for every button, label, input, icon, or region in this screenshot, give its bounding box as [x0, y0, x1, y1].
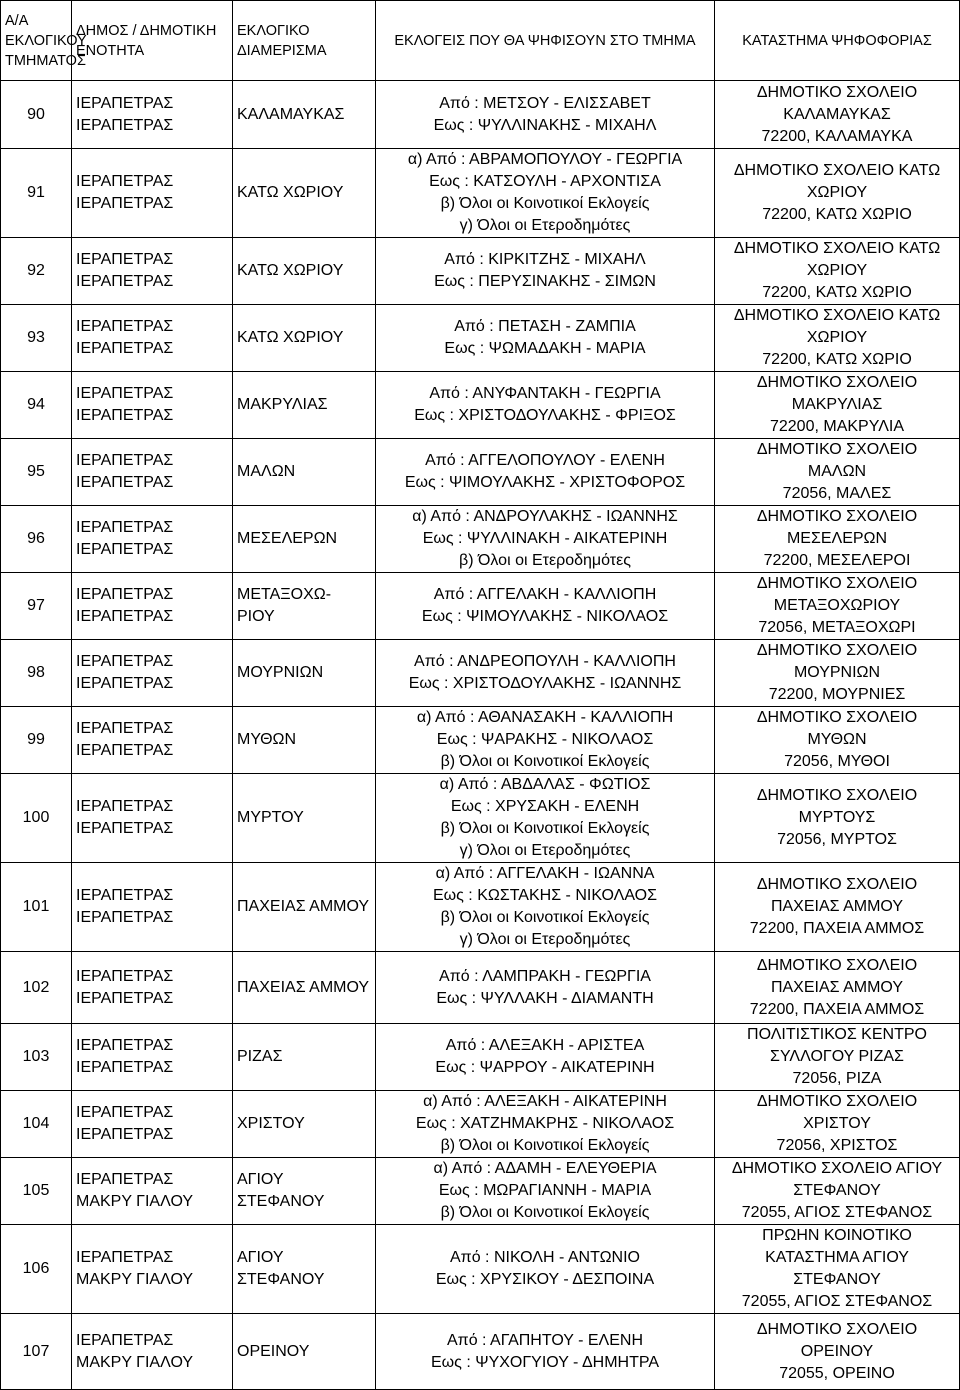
voters-line: Εως : ΧΡΙΣΤΟΔΟΥΛΑΚΗΣ - ΦΡΙΞΟΣ: [414, 407, 676, 424]
section-number: 103: [22, 1048, 50, 1065]
municipality-name: ΙΕΡΑΠΕΤΡΑΣ: [76, 1037, 174, 1054]
section-number-cell: [1, 238, 72, 305]
polling-station-cell: [715, 81, 960, 149]
municipal-unit-name: ΙΕΡΑΠΕΤΡΑΣ: [76, 116, 174, 134]
polling-station-line: 72056, ΧΡΙΣΤΟΣ: [776, 1137, 898, 1154]
district-name: ΜΕΤΑΞΟΧΩ- ΡΙΟΥ: [237, 586, 332, 625]
section-number: 93: [27, 329, 45, 346]
district-cell: [233, 1314, 376, 1390]
section-number-cell: [1, 640, 72, 707]
district-cell: [233, 506, 376, 573]
voters-cell: [376, 1091, 715, 1158]
polling-station-line: ΔΗΜΟΤΙΚΟ ΣΧΟΛΕΙΟ: [756, 787, 918, 804]
polling-station-line: 72200, ΚΑΤΩ ΧΩΡΙΟ: [762, 206, 912, 223]
section-number-cell: [1, 1158, 72, 1225]
polling-station-line: 72200, ΠΑΧΕΙΑ ΑΜΜΟΣ: [749, 1000, 925, 1018]
voters-cell: [376, 149, 715, 238]
voters-line: α) Από : ΑΓΓΕΛΑΚΗ - ΙΩΑΝΝΑ: [435, 865, 655, 882]
municipality-name: ΙΕΡΑΠΕΤΡΑΣ: [76, 94, 174, 112]
municipality-name: ΙΕΡΑΠΕΤΡΑΣ: [76, 173, 174, 190]
polling-station-line: ΚΑΤΑΣΤΗΜΑ ΑΓΙΟΥ: [765, 1249, 909, 1266]
district-name: ΠΑΧΕΙΑΣ ΑΜΜΟΥ: [237, 898, 370, 915]
table-row: [1, 1158, 960, 1225]
polling-station-line: ΠΟΛΙΤΙΣΤΙΚΟΣ ΚΕΝΤΡΟ: [747, 1026, 927, 1043]
municipal-unit-name: ΜΑΚΡΥ ΓΙΑΛΟΥ: [76, 1271, 194, 1288]
voters-line: Από : ΑΓΓΕΛΟΠΟΥΛΟΥ - ΕΛΕΝΗ: [425, 452, 665, 469]
polling-station-cell: [715, 1024, 960, 1091]
voters-line: Εως : ΨΑΡΡΟΥ - ΑΙΚΑΤΕΡΙΝΗ: [435, 1059, 655, 1076]
municipal-unit-name: ΙΕΡΑΠΕΤΡΑΣ: [76, 407, 174, 424]
district-name: ΚΑΤΩ ΧΩΡΙΟΥ: [237, 184, 344, 201]
table-row: [1, 81, 960, 149]
municipal-unit-name: ΙΕΡΑΠΕΤΡΑΣ: [76, 820, 174, 837]
voters-line: α) Από : ΑΒΡΑΜΟΠΟΥΛΟΥ - ΓΕΩΡΓΙΑ: [407, 151, 683, 168]
voters-cell: [376, 1314, 715, 1390]
district-cell: [233, 238, 376, 305]
district-cell: [233, 863, 376, 952]
polling-station-line: ΠΑΧΕΙΑΣ ΑΜΜΟΥ: [770, 898, 904, 915]
section-number: 101: [22, 898, 50, 915]
polling-station-line: ΔΗΜΟΤΙΚΟ ΣΧΟΛΕΙΟ ΚΑΤΩ: [733, 240, 941, 257]
voters-line: Εως : ΚΑΤΣΟΥΛΗ - ΑΡΧΟΝΤΙΣΑ: [429, 173, 661, 190]
polling-station-line: 72056, ΡΙΖΑ: [792, 1070, 882, 1087]
voters-line: β) Όλοι οι Κοινοτικοί Εκλογείς: [440, 195, 650, 212]
polling-station-line: ΔΗΜΟΤΙΚΟ ΣΧΟΛΕΙΟ: [756, 1093, 918, 1110]
municipality-name: ΙΕΡΑΠΕΤΡΑΣ: [76, 967, 174, 985]
district-cell: [233, 305, 376, 372]
polling-station-line: ΔΗΜΟΤΙΚΟ ΣΧΟΛΕΙΟ: [756, 876, 918, 893]
polling-station-line: ΜΥΡΤΟΥΣ: [798, 809, 876, 826]
voters-line: Από : ΑΓΑΠΗΤΟΥ - ΕΛΕΝΗ: [446, 1331, 643, 1349]
section-number: 100: [22, 809, 50, 826]
voters-cell: [376, 573, 715, 640]
municipal-unit-name: ΙΕΡΑΠΕΤΡΑΣ: [76, 989, 174, 1007]
polling-station-line: 72200, ΚΑΛΑΜΑΥΚΑ: [761, 127, 913, 145]
municipality-name: ΙΕΡΑΠΕΤΡΑΣ: [76, 1331, 174, 1349]
municipality-cell: [72, 81, 233, 149]
district-name: ΜΑΚΡΥΛΙΑΣ: [237, 396, 328, 413]
polling-station-line: ΣΥΛΛΟΓΟΥ ΡΙΖΑΣ: [770, 1048, 904, 1065]
polling-station-cell: [715, 149, 960, 238]
polling-station-cell: [715, 372, 960, 439]
polling-station-cell: [715, 640, 960, 707]
voters-line: α) Από : ΑΒΔΑΛΑΣ - ΦΩΤΙΟΣ: [439, 776, 651, 793]
voters-line: α) Από : ΑΛΕΞΑΚΗ - ΑΙΚΑΤΕΡΙΝΗ: [423, 1093, 667, 1110]
municipality-name: ΙΕΡΑΠΕΤΡΑΣ: [76, 318, 174, 335]
polling-station-line: ΜΕΤΑΞΟΧΩΡΙΟΥ: [773, 597, 901, 614]
polling-station-line: ΔΗΜΟΤΙΚΟ ΣΧΟΛΕΙΟ: [756, 956, 918, 974]
section-number-cell: [1, 573, 72, 640]
polling-station-line: ΚΑΛΑΜΑΥΚΑΣ: [783, 105, 891, 123]
district-cell: [233, 1158, 376, 1225]
voters-line: Εως : ΨΑΡΑΚΗΣ - ΝΙΚΟΛΑΟΣ: [436, 731, 654, 748]
table-row: [1, 149, 960, 238]
municipality-name: ΙΕΡΑΠΕΤΡΑΣ: [76, 452, 174, 469]
district-cell: [233, 707, 376, 774]
voters-cell: [376, 952, 715, 1024]
district-cell: [233, 439, 376, 506]
voters-line: Εως : ΧΡΥΣΙΚΟΥ - ΔΕΣΠΟΙΝΑ: [435, 1271, 655, 1288]
polling-station-line: 72200, ΜΕΣΕΛΕΡΟΙ: [763, 552, 911, 569]
district-cell: [233, 952, 376, 1024]
municipality-name: ΙΕΡΑΠΕΤΡΑΣ: [76, 385, 174, 402]
voters-line: β) Όλοι οι Κοινοτικοί Εκλογείς: [440, 820, 650, 837]
municipality-cell: [72, 774, 233, 863]
municipal-unit-name: ΙΕΡΑΠΕΤΡΑΣ: [76, 541, 174, 558]
voters-line: Από : ΑΝΥΦΑΝΤΑΚΗ - ΓΕΩΡΓΙΑ: [429, 385, 661, 402]
table-row: [1, 439, 960, 506]
polling-station-line: ΔΗΜΟΤΙΚΟ ΣΧΟΛΕΙΟ: [756, 83, 918, 101]
header-section-number: Α/Α ΕΚΛΟΓΙΚΟΥ ΤΜΗΜΑΤΟΣ: [1, 1, 72, 81]
polling-station-line: ΜΥΘΩΝ: [807, 731, 867, 748]
polling-station-cell: [715, 952, 960, 1024]
table-row: [1, 372, 960, 439]
district-name: ΜΕΣΕΛΕΡΩΝ: [237, 530, 338, 547]
district-cell: [233, 573, 376, 640]
voters-cell: [376, 707, 715, 774]
polling-station-cell: [715, 863, 960, 952]
voters-line: Από : ΜΕΤΣΟΥ - ΕΛΙΣΣΑΒΕΤ: [439, 94, 651, 112]
district-cell: [233, 81, 376, 149]
polling-station-line: ΜΟΥΡΝΙΩΝ: [793, 664, 881, 681]
header-voters: ΕΚΛΟΓΕΙΣ ΠΟΥ ΘΑ ΨΗΦΙΣΟΥΝ ΣΤΟ ΤΜΗΜΑ: [376, 1, 715, 81]
voters-line: β) Όλοι οι Κοινοτικοί Εκλογείς: [440, 1204, 650, 1221]
section-number-cell: [1, 1091, 72, 1158]
table-body: [1, 81, 960, 1390]
polling-station-line: ΣΤΕΦΑΝΟΥ: [793, 1182, 881, 1199]
voters-line: Εως : ΨΙΜΟΥΛΑΚΗΣ - ΧΡΙΣΤΟΦΟΡΟΣ: [404, 474, 686, 491]
municipality-cell: [72, 1158, 233, 1225]
municipality-name: ΙΕΡΑΠΕΤΡΑΣ: [76, 519, 174, 536]
polling-station-line: ΜΑΛΩΝ: [807, 463, 867, 480]
section-number-cell: [1, 774, 72, 863]
municipality-cell: [72, 640, 233, 707]
section-number-cell: [1, 1024, 72, 1091]
voters-cell: [376, 305, 715, 372]
voters-line: Από : ΝΙΚΟΛΗ - ΑΝΤΩΝΙΟ: [450, 1249, 640, 1266]
voters-line: Από : ΛΑΜΠΡΑΚΗ - ΓΕΩΡΓΙΑ: [439, 967, 651, 985]
section-number: 98: [27, 664, 45, 681]
voters-line: γ) Όλοι οι Ετεροδημότες: [459, 931, 631, 948]
table-row: [1, 573, 960, 640]
municipal-unit-name: ΜΑΚΡΥ ΓΙΑΛΟΥ: [76, 1193, 194, 1210]
section-number: 97: [27, 597, 45, 614]
voters-line: Εως : ΧΡΥΣΑΚΗ - ΕΛΕΝΗ: [450, 798, 640, 815]
polling-station-line: 72056, ΜΕΤΑΞΟΧΩΡΙ: [758, 619, 916, 636]
district-name: ΜΥΡΤΟΥ: [237, 809, 304, 826]
municipality-name: ΙΕΡΑΠΕΤΡΑΣ: [76, 653, 174, 670]
district-name: ΜΑΛΩΝ: [237, 463, 296, 480]
municipal-unit-name: ΙΕΡΑΠΕΤΡΑΣ: [76, 195, 174, 212]
polling-station-cell: [715, 1314, 960, 1390]
section-number: 90: [27, 105, 45, 123]
voters-line: γ) Όλοι οι Ετεροδημότες: [459, 842, 631, 859]
polling-station-line: 72200, ΠΑΧΕΙΑ ΑΜΜΟΣ: [749, 920, 925, 937]
polling-station-line: 72056, ΜΥΡΤΟΣ: [777, 831, 897, 848]
voters-line: Από : ΑΛΕΞΑΚΗ - ΑΡΙΣΤΕΑ: [445, 1037, 645, 1054]
municipality-name: ΙΕΡΑΠΕΤΡΑΣ: [76, 1104, 174, 1121]
section-number-cell: [1, 707, 72, 774]
municipal-unit-name: ΙΕΡΑΠΕΤΡΑΣ: [76, 909, 174, 926]
section-number: 99: [27, 731, 45, 748]
table-row: [1, 640, 960, 707]
polling-station-line: ΠΡΩΗΝ ΚΟΙΝΟΤΙΚΟ: [762, 1227, 912, 1244]
district-cell: [233, 640, 376, 707]
district-cell: [233, 1024, 376, 1091]
voters-line: β) Όλοι οι Κοινοτικοί Εκλογείς: [440, 909, 650, 926]
voters-line: Εως : ΨΥΛΛΙΝΑΚΗ - ΑΙΚΑΤΕΡΙΝΗ: [422, 530, 668, 547]
table-row: [1, 863, 960, 952]
polling-station-line: 72055, ΑΓΙΟΣ ΣΤΕΦΑΝΟΣ: [741, 1293, 933, 1310]
voters-line: Εως : ΨΥΧΟΓΥΙΟΥ - ΔΗΜΗΤΡΑ: [431, 1353, 659, 1371]
municipality-cell: [72, 1024, 233, 1091]
voters-line: Από : ΑΝΔΡΕΟΠΟΥΛΗ - ΚΑΛΛΙΟΠΗ: [414, 653, 676, 670]
voters-line: Εως : ΧΡΙΣΤΟΔΟΥΛΑΚΗΣ - ΙΩΑΝΝΗΣ: [408, 675, 682, 692]
table-row: [1, 774, 960, 863]
district-cell: [233, 1091, 376, 1158]
table-row: [1, 238, 960, 305]
polling-station-line: ΟΡΕΙΝΟΥ: [800, 1342, 874, 1360]
district-name: ΧΡΙΣΤΟΥ: [237, 1115, 305, 1132]
section-number-cell: [1, 439, 72, 506]
municipal-unit-name: ΙΕΡΑΠΕΤΡΑΣ: [76, 340, 174, 357]
section-number: 95: [27, 463, 45, 480]
voters-cell: [376, 372, 715, 439]
district-name: ΚΑΛΑΜΑΥΚΑΣ: [237, 105, 345, 123]
municipality-name: ΙΕΡΑΠΕΤΡΑΣ: [76, 586, 174, 603]
district-cell: [233, 1225, 376, 1314]
municipality-cell: [72, 305, 233, 372]
voters-cell: [376, 1158, 715, 1225]
municipality-cell: [72, 1314, 233, 1390]
polling-station-cell: [715, 573, 960, 640]
municipality-cell: [72, 149, 233, 238]
district-name: ΡΙΖΑΣ: [237, 1048, 283, 1065]
municipality-cell: [72, 863, 233, 952]
table-row: [1, 305, 960, 372]
polling-station-cell: [715, 707, 960, 774]
district-cell: [233, 372, 376, 439]
municipality-cell: [72, 1225, 233, 1314]
polling-station-cell: [715, 439, 960, 506]
municipal-unit-name: ΜΑΚΡΥ ΓΙΑΛΟΥ: [76, 1353, 194, 1371]
polling-station-line: 72055, ΟΡΕΙΝΟ: [779, 1364, 895, 1382]
polling-station-line: ΔΗΜΟΤΙΚΟ ΣΧΟΛΕΙΟ ΚΑΤΩ: [733, 162, 941, 179]
voters-line: Εως : ΧΑΤΖΗΜΑΚΡΗΣ - ΝΙΚΟΛΑΟΣ: [415, 1115, 675, 1132]
voters-cell: [376, 439, 715, 506]
voters-cell: [376, 640, 715, 707]
municipality-cell: [72, 573, 233, 640]
section-number-cell: [1, 372, 72, 439]
section-number-cell: [1, 149, 72, 238]
polling-station-line: ΔΗΜΟΤΙΚΟ ΣΧΟΛΕΙΟ: [756, 441, 918, 458]
municipal-unit-name: ΙΕΡΑΠΕΤΡΑΣ: [76, 608, 174, 625]
voters-line: Εως : ΨΥΛΛΑΚΗ - ΔΙΑΜΑΝΤΗ: [436, 989, 654, 1007]
polling-station-line: ΔΗΜΟΤΙΚΟ ΣΧΟΛΕΙΟ: [756, 508, 918, 525]
district-cell: [233, 774, 376, 863]
header-electoral-district: ΕΚΛΟΓΙΚΟ ΔΙΑΜΕΡΙΣΜΑ: [233, 1, 376, 81]
district-name: ΟΡΕΙΝΟΥ: [237, 1342, 310, 1360]
section-number-cell: [1, 81, 72, 149]
section-number: 92: [27, 262, 45, 279]
table-row: [1, 952, 960, 1024]
polling-station-line: ΜΑΚΡΥΛΙΑΣ: [791, 396, 883, 413]
polling-station-line: 72200, ΜΑΚΡΥΛΙΑ: [769, 418, 904, 435]
voters-cell: [376, 238, 715, 305]
district-name: ΚΑΤΩ ΧΩΡΙΟΥ: [237, 329, 344, 346]
municipality-cell: [72, 707, 233, 774]
voters-cell: [376, 774, 715, 863]
polling-station-line: ΣΤΕΦΑΝΟΥ: [793, 1271, 881, 1288]
polling-station-line: 72055, ΑΓΙΟΣ ΣΤΕΦΑΝΟΣ: [741, 1204, 933, 1221]
section-number: 104: [22, 1115, 50, 1132]
section-number: 102: [22, 978, 50, 996]
voters-line: Εως : ΠΕΡΥΣΙΝΑΚΗΣ - ΣΙΜΩΝ: [434, 273, 656, 290]
polling-station-line: 72200, ΚΑΤΩ ΧΩΡΙΟ: [762, 351, 912, 368]
voters-line: Από : ΚΙΡΚΙΤΖΗΣ - ΜΙΧΑΗΛ: [444, 251, 646, 268]
polling-station-line: 72056, ΜΥΘΟΙ: [784, 753, 890, 770]
voters-cell: [376, 863, 715, 952]
voters-cell: [376, 81, 715, 149]
polling-station-cell: [715, 1091, 960, 1158]
municipality-cell: [72, 952, 233, 1024]
polling-station-line: ΧΩΡΙΟΥ: [806, 262, 868, 279]
section-number: 94: [27, 396, 45, 413]
polling-station-line: 72200, ΜΟΥΡΝΙΕΣ: [768, 686, 906, 703]
voters-line: α) Από : ΑΝΔΡΟΥΛΑΚΗΣ - ΙΩΑΝΝΗΣ: [412, 508, 678, 525]
polling-station-cell: [715, 305, 960, 372]
municipal-unit-name: ΙΕΡΑΠΕΤΡΑΣ: [76, 273, 174, 290]
polling-station-line: ΔΗΜΟΤΙΚΟ ΣΧΟΛΕΙΟ: [756, 642, 918, 659]
voters-line: β) Όλοι οι Ετεροδημότες: [459, 552, 631, 569]
municipality-name: ΙΕΡΑΠΕΤΡΑΣ: [76, 887, 174, 904]
section-number: 106: [22, 1260, 50, 1277]
polling-station-line: ΧΩΡΙΟΥ: [806, 329, 868, 346]
voters-cell: [376, 1225, 715, 1314]
section-number-cell: [1, 1225, 72, 1314]
header-row: [1, 1, 960, 81]
district-name: ΑΓΙΟΥ ΣΤΕΦΑΝΟΥ: [237, 1249, 325, 1288]
district-name: ΑΓΙΟΥ ΣΤΕΦΑΝΟΥ: [237, 1171, 325, 1210]
voters-line: γ) Όλοι οι Ετεροδημότες: [459, 217, 631, 234]
voters-cell: [376, 1024, 715, 1091]
table-row: [1, 1024, 960, 1091]
voters-cell: [376, 506, 715, 573]
polling-station-line: ΠΑΧΕΙΑΣ ΑΜΜΟΥ: [770, 978, 904, 996]
voters-line: β) Όλοι οι Κοινοτικοί Εκλογείς: [440, 1137, 650, 1154]
voters-line: Εως : ΨΥΛΛΙΝΑΚΗΣ - ΜΙΧΑΗΛ: [433, 116, 657, 134]
municipal-unit-name: ΙΕΡΑΠΕΤΡΑΣ: [76, 474, 174, 491]
voters-line: Εως : ΨΩΜΑΔΑΚΗ - ΜΑΡΙΑ: [444, 340, 646, 357]
polling-station-cell: [715, 238, 960, 305]
municipality-cell: [72, 372, 233, 439]
section-number-cell: [1, 305, 72, 372]
polling-station-cell: [715, 1225, 960, 1314]
polling-station-line: ΧΡΙΣΤΟΥ: [803, 1115, 871, 1132]
header-polling-station: ΚΑΤΑΣΤΗΜΑ ΨΗΦΟΦΟΡΙΑΣ: [715, 1, 960, 81]
municipality-name: ΙΕΡΑΠΕΤΡΑΣ: [76, 251, 174, 268]
municipality-cell: [72, 439, 233, 506]
municipality-cell: [72, 1091, 233, 1158]
polling-station-line: 72200, ΚΑΤΩ ΧΩΡΙΟ: [762, 284, 912, 301]
municipal-unit-name: ΙΕΡΑΠΕΤΡΑΣ: [76, 742, 174, 759]
polling-station-line: ΧΩΡΙΟΥ: [806, 184, 868, 201]
voters-line: Από : ΑΓΓΕΛΑΚΗ - ΚΑΛΛΙΟΠΗ: [433, 586, 657, 603]
municipality-name: ΙΕΡΑΠΕΤΡΑΣ: [76, 1171, 174, 1188]
municipal-unit-name: ΙΕΡΑΠΕΤΡΑΣ: [76, 1059, 174, 1076]
section-number-cell: [1, 952, 72, 1024]
polling-station-cell: [715, 1158, 960, 1225]
district-cell: [233, 149, 376, 238]
table-row: [1, 1225, 960, 1314]
table-row: [1, 1314, 960, 1390]
polling-station-line: 72056, ΜΑΛΕΣ: [782, 485, 892, 502]
voters-line: α) Από : ΑΘΑΝΑΣΑΚΗ - ΚΑΛΛΙΟΠΗ: [416, 709, 674, 726]
section-number: 107: [22, 1342, 50, 1360]
municipal-unit-name: ΙΕΡΑΠΕΤΡΑΣ: [76, 1126, 174, 1143]
municipal-unit-name: ΙΕΡΑΠΕΤΡΑΣ: [76, 675, 174, 692]
voters-line: Εως : ΜΩΡΑΓΙΑΝΝΗ - ΜΑΡΙΑ: [438, 1182, 652, 1199]
voters-line: Εως : ΚΩΣΤΑΚΗΣ - ΝΙΚΟΛΑΟΣ: [432, 887, 658, 904]
polling-station-line: ΔΗΜΟΤΙΚΟ ΣΧΟΛΕΙΟ: [756, 575, 918, 592]
municipality-cell: [72, 238, 233, 305]
section-number-cell: [1, 506, 72, 573]
section-number: 91: [27, 184, 45, 201]
table-row: [1, 707, 960, 774]
district-name: ΚΑΤΩ ΧΩΡΙΟΥ: [237, 262, 344, 279]
table-row: [1, 1091, 960, 1158]
polling-station-cell: [715, 506, 960, 573]
district-name: ΠΑΧΕΙΑΣ ΑΜΜΟΥ: [237, 978, 370, 996]
municipality-name: ΙΕΡΑΠΕΤΡΑΣ: [76, 798, 174, 815]
municipality-cell: [72, 506, 233, 573]
voters-line: β) Όλοι οι Κοινοτικοί Εκλογείς: [440, 753, 650, 770]
section-number: 105: [22, 1182, 50, 1199]
section-number: 96: [27, 530, 45, 547]
table-row: [1, 506, 960, 573]
district-name: ΜΟΥΡΝΙΩΝ: [237, 664, 324, 681]
header-municipality: ΔΗΜΟΣ / ΔΗΜΟΤΙΚΗ ΕΝΟΤΗΤΑ: [72, 1, 233, 81]
voters-line: Εως : ΨΙΜΟΥΛΑΚΗΣ - ΝΙΚΟΛΑΟΣ: [421, 608, 669, 625]
municipality-name: ΙΕΡΑΠΕΤΡΑΣ: [76, 720, 174, 737]
voters-line: α) Από : ΑΔΑΜΗ - ΕΛΕΥΘΕΡΙΑ: [433, 1160, 657, 1177]
polling-station-line: ΔΗΜΟΤΙΚΟ ΣΧΟΛΕΙΟ ΚΑΤΩ: [733, 307, 941, 324]
polling-station-cell: [715, 774, 960, 863]
section-number-cell: [1, 1314, 72, 1390]
voters-line: Από : ΠΕΤΑΣΗ - ΖΑΜΠΙΑ: [454, 318, 636, 335]
polling-station-line: ΔΗΜΟΤΙΚΟ ΣΧΟΛΕΙΟ: [756, 709, 918, 726]
section-number-cell: [1, 863, 72, 952]
polling-station-line: ΔΗΜΟΤΙΚΟ ΣΧΟΛΕΙΟ: [756, 374, 918, 391]
municipality-name: ΙΕΡΑΠΕΤΡΑΣ: [76, 1249, 174, 1266]
polling-station-line: ΔΗΜΟΤΙΚΟ ΣΧΟΛΕΙΟ: [756, 1320, 918, 1338]
polling-station-line: ΜΕΣΕΛΕΡΩΝ: [786, 530, 888, 547]
polling-station-line: ΔΗΜΟΤΙΚΟ ΣΧΟΛΕΙΟ ΑΓΙΟΥ: [731, 1160, 943, 1177]
district-name: ΜΥΘΩΝ: [237, 731, 297, 748]
